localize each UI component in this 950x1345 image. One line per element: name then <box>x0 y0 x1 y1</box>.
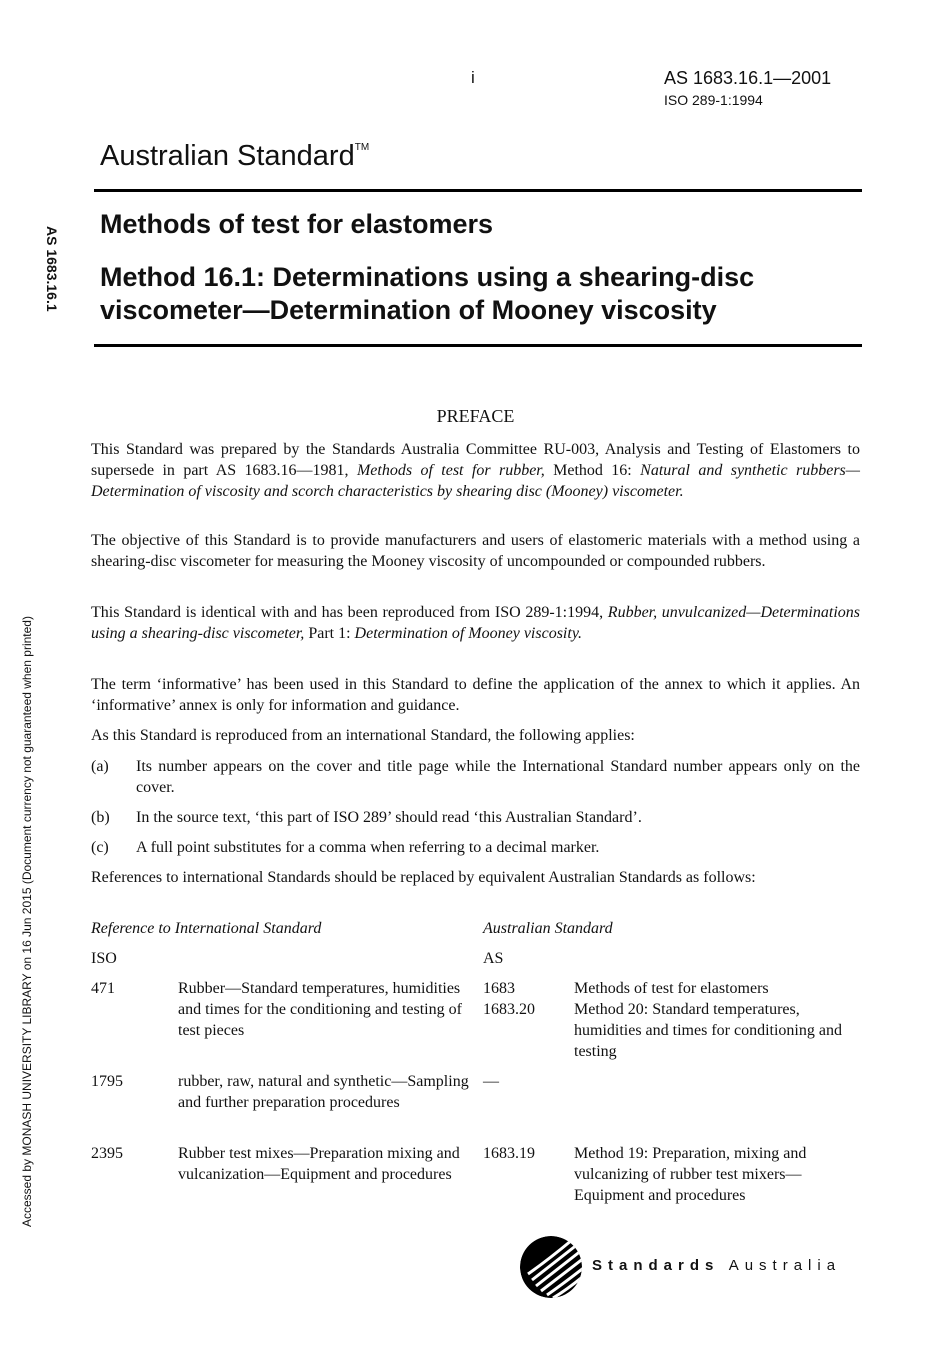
label-as: AS <box>483 950 504 967</box>
text-run: This Standard was prepared by the Standards Australia Committee RU-003, Analysis and Testing of Elastomers to supersede in part AS 1683.16—1981, <box>91 441 860 479</box>
table-cell-iso-title: Rubber—Standard temperatures, humidities and times for the conditioning and testing of test pieces <box>178 980 462 1039</box>
table-cell-as-number: — <box>483 1073 499 1090</box>
bottom-rule <box>94 344 862 347</box>
table-cell-as-number: 1683.19 <box>483 1145 535 1162</box>
text-run: Part 1: <box>304 625 355 642</box>
header-international: Reference to International Standard <box>91 920 322 937</box>
list-item <box>91 807 860 828</box>
main-title: Methods of test for elastomers <box>100 209 494 239</box>
table-cell-as-title: Methods of test for elastomers Method 20: Standard temperatures, humidities and times for conditioning and testing <box>574 980 842 1060</box>
top-rule <box>94 189 862 192</box>
label-iso: ISO <box>91 950 117 967</box>
preface-paragraph-1 <box>91 439 860 502</box>
list-label: (a) <box>91 758 109 775</box>
iso-code: ISO 289-1:1994 <box>664 92 763 108</box>
trademark-mark: TM <box>354 142 370 153</box>
list-text: In the source text, ‘this part of ISO 289’ should read ‘this Australian Standard’. <box>136 809 642 826</box>
table-cell-iso-number: 471 <box>91 980 115 997</box>
header-australian: Australian Standard <box>483 920 613 937</box>
italic-run: Methods of test for rubber, <box>356 462 545 479</box>
table-cell-iso-number: 1795 <box>91 1073 123 1090</box>
text-run: Method 16: <box>544 462 641 479</box>
logo-bold-word: Standards <box>592 1257 720 1274</box>
table-cell-as-number: 1683 1683.20 <box>483 980 535 1018</box>
table-cell-iso-title: rubber, raw, natural and synthetic—Sampling and further preparation procedures <box>178 1073 469 1111</box>
table-cell-iso-title: Rubber test mixes—Preparation mixing and vulcanization—Equipment and procedures <box>178 1145 460 1183</box>
preface-paragraph-5: As this Standard is reproduced from an international Standard, the following applies: <box>91 727 635 744</box>
logo-light-word: Australia <box>728 1257 842 1274</box>
italic-run: Natural and synthetic rubbers—Determination of viscosity and scorch characteristics by shearing disc (Mooney) viscometer. <box>91 462 861 500</box>
logo-wordmark <box>592 1257 841 1274</box>
preface-paragraph-6: References to international Standards should be replaced by equivalent Australian Standards as follows: <box>91 869 756 886</box>
preface-paragraph-4: The term ‘informative’ has been used in this Standard to define the application of the annex to which it applies. An ‘informative’ annex is only for information and guidance. <box>91 676 860 714</box>
list-text: Its number appears on the cover and title page while the International Standard number appears only on the cover. <box>136 758 860 796</box>
italic-run: Determination of Mooney viscosity. <box>354 625 583 642</box>
access-notice: Accessed by MONASH UNIVERSITY LIBRARY on 16 Jun 2015 (Document currency not guaranteed when printed) <box>20 616 34 1228</box>
table-cell-iso-number: 2395 <box>91 1145 123 1162</box>
list-item <box>91 756 860 798</box>
list-label: (b) <box>91 809 110 826</box>
list-label: (c) <box>91 839 109 856</box>
list-text: A full point substitutes for a comma when referring to a decimal marker. <box>136 839 600 856</box>
italic-run: Rubber, unvulcanized—Determinations using a shearing-disc viscometer, <box>91 604 860 642</box>
brand-title <box>100 140 369 173</box>
preface-paragraph-3 <box>91 602 860 644</box>
page-number: i <box>471 68 475 87</box>
list-item <box>91 837 860 858</box>
brand-name: Australian Standard <box>100 140 355 172</box>
table-cell-as-title: Method 19: Preparation, mixing and vulcanizing of rubber test mixers—Equipment and procedures <box>574 1145 807 1204</box>
text-run: This Standard is identical with and has been reproduced from ISO 289-1:1994, <box>91 604 608 621</box>
standard-code: AS 1683.16.1—2001 <box>664 68 832 88</box>
side-standard-code: AS 1683.16.1 <box>44 226 60 312</box>
preface-heading: PREFACE <box>436 406 515 426</box>
preface-paragraph-2: The objective of this Standard is to provide manufacturers and users of elastomeric materials with a method using a shearing-disc viscometer for measuring the Mooney viscosity of uncompounded or compounded rubbers. <box>91 532 860 570</box>
method-title: Method 16.1: Determinations using a shearing-disc viscometer—Determination of Mooney viscosity <box>100 262 755 325</box>
